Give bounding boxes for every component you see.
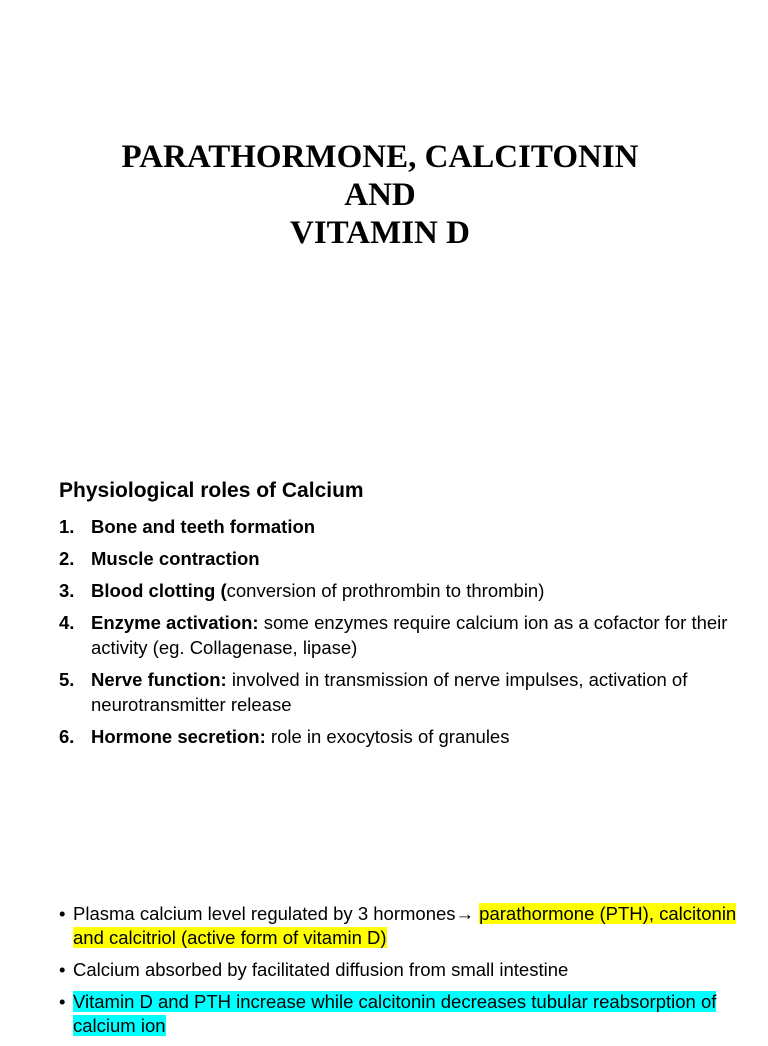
list-item [59,724,749,749]
title-line-3: VITAMIN D [290,215,470,251]
title-line-1: PARATHORMONE, CALCITONIN [121,139,639,175]
item-bold-text: Blood clotting ( [91,580,227,601]
item-number: 5. [59,669,75,690]
list-item [59,902,759,950]
highlighted-text: Vitamin D and PTH increase while calcitonin decreases tubular reabsorption of calcium ion [73,991,717,1036]
list-item [59,667,749,717]
highlighted-text: parathormone (PTH), calcitonin and calcitriol (active form of vitamin D) [73,903,737,948]
list-item [59,578,749,603]
list-item [59,958,759,982]
item-bold-text: Enzyme activation: [91,612,259,633]
bullet-icon: • [59,991,66,1012]
item-number: 2. [59,548,75,569]
list-item [59,514,749,539]
item-bold-text: Nerve function: [91,669,227,690]
bullet-icon: • [59,959,66,980]
roles-heading: Physiological roles of Calcium [59,479,364,502]
bullet-list [59,902,759,1046]
item-text: involved in transmission of nerve impulses, activation of neurotransmitter release [91,669,688,715]
item-text: some enzymes require calcium ion as a cofactor for their activity (eg. Collagenase, lipase) [91,612,728,658]
item-bold-text: Bone and teeth formation [91,516,316,537]
item-number: 4. [59,612,75,633]
item-text: conversion of prothrombin to thrombin) [226,580,545,601]
item-number: 3. [59,580,75,601]
list-item [59,990,759,1038]
bullet-icon: • [59,903,66,924]
title-line-2: AND [344,177,416,213]
slide-title [0,138,760,252]
item-bold-text: Muscle contraction [91,548,260,569]
bullet-text: Calcium absorbed by facilitated diffusion from small intestine [73,959,569,980]
list-item [59,546,749,571]
bullet-text: Plasma calcium level regulated by 3 hormones→ [73,903,480,924]
roles-list [59,514,749,756]
item-text: role in exocytosis of granules [265,726,510,747]
list-item [59,610,749,660]
item-bold-text: Hormone secretion: [91,726,266,747]
item-number: 6. [59,726,75,747]
item-number: 1. [59,516,75,537]
